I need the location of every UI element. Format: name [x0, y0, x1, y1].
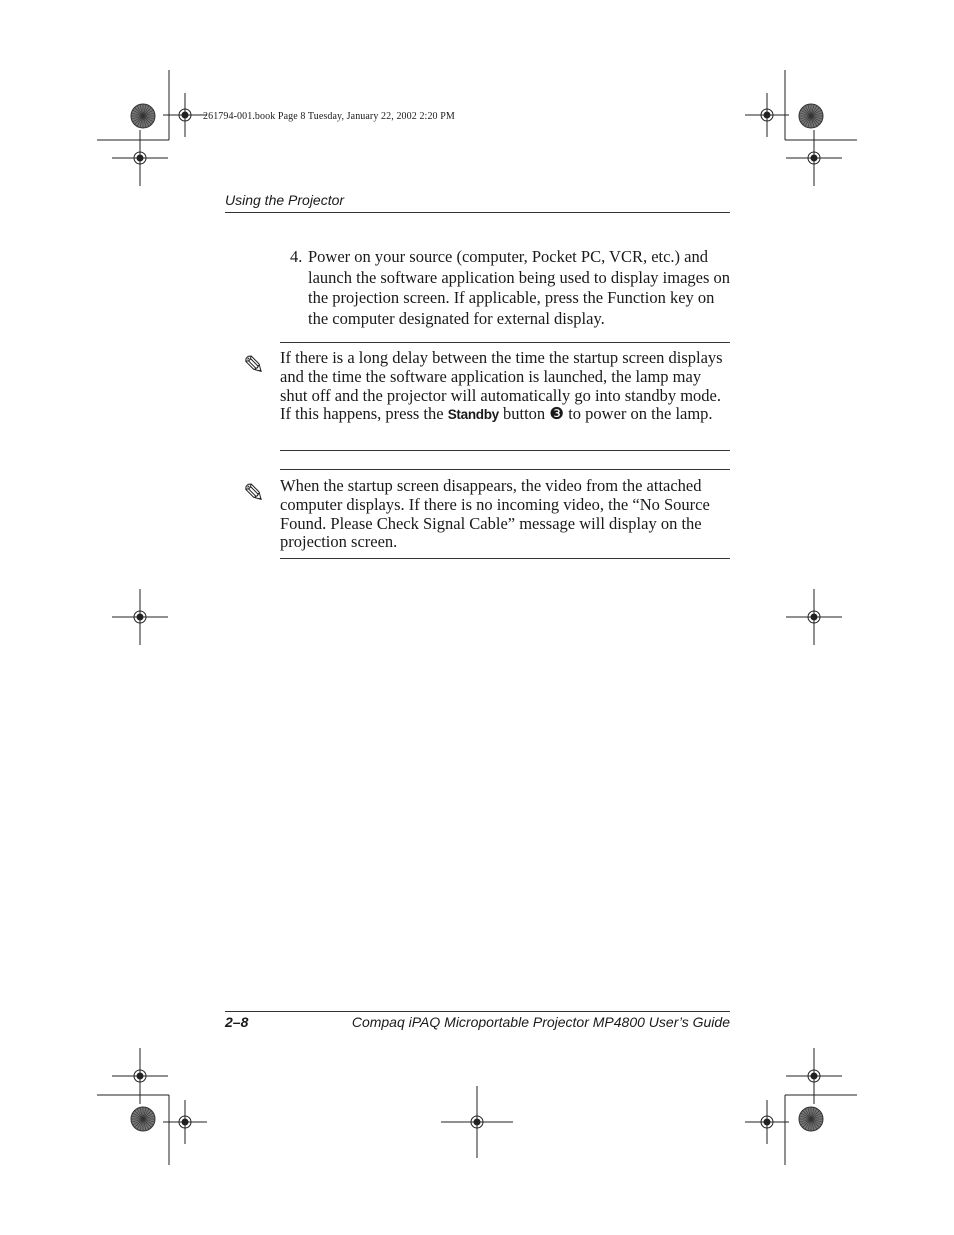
registration-dot — [764, 1119, 770, 1125]
note-text: When the startup screen disappears, the video from the attached computer displays. If there is no incoming video, the “No Source Found. Please Check Signal Cable” message will display on the projection screen. — [280, 476, 710, 552]
registration-dot — [474, 1119, 480, 1125]
callout-number: ❸ — [549, 404, 565, 424]
registration-dot — [811, 1073, 817, 1079]
registration-dot — [811, 614, 817, 620]
registration-dot — [811, 155, 817, 161]
note-text-part: button — [498, 404, 550, 424]
note-text-part: to power on the lamp. — [564, 404, 713, 424]
registration-dot — [182, 1119, 188, 1125]
registration-dot — [137, 155, 143, 161]
registration-dot — [137, 614, 143, 620]
running-head: Using the Projector — [225, 192, 345, 208]
book-title: Compaq iPAQ Microportable Projector MP4800 User’s Guide — [351, 1014, 730, 1030]
step-number: 4. — [290, 247, 303, 266]
note-top-rule — [280, 342, 730, 343]
pencil-icon: ✎ — [243, 479, 265, 508]
note-bottom-rule — [280, 450, 730, 451]
pencil-icon: ✎ — [243, 351, 265, 380]
note-text-part: If there is a long delay between the time the startup screen displays and the time the software application is launched, the lamp may shut off and the projector will automatically go into standby mode. If this happens, press the — [280, 348, 723, 424]
standby-button-name: Standby — [447, 407, 499, 423]
note-text — [280, 349, 730, 425]
footer-rule — [225, 1011, 730, 1012]
registration-dot — [764, 112, 770, 118]
note-top-rule — [280, 469, 730, 470]
slug-line: 261794-001.book Page 8 Tuesday, January 22, 2002 2:20 PM — [203, 111, 455, 122]
step-text: Power on your source (computer, Pocket PC, VCR, etc.) and launch the software application being used to display images on the projection screen. If applicable, press the Function key on the computer designated for external display. — [308, 247, 731, 328]
registration-dot — [137, 1073, 143, 1079]
note-bottom-rule — [280, 558, 730, 559]
registration-dot — [182, 112, 188, 118]
header-rule — [225, 212, 730, 213]
page-number: 2–8 — [225, 1014, 249, 1030]
